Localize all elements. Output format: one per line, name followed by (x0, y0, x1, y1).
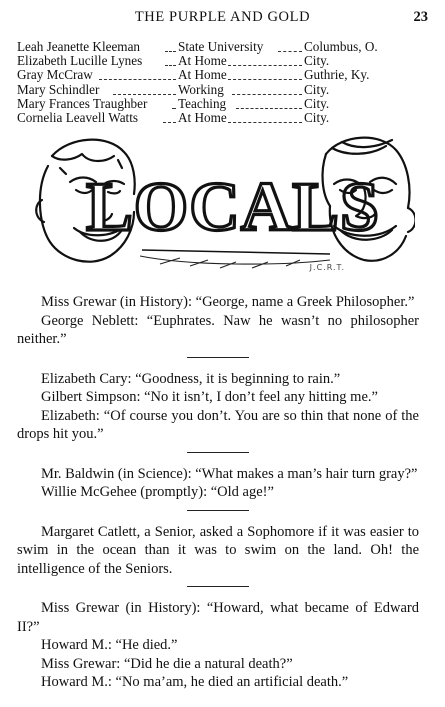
roster-row (17, 111, 427, 125)
joke-block (17, 370, 419, 444)
roster-row (17, 40, 427, 54)
alumni-roster (17, 40, 427, 125)
roster-activity: Teaching (178, 95, 227, 111)
leader-dashes (165, 65, 176, 66)
leader-dashes (113, 94, 176, 95)
joke-paragraph: Margaret Catlett, a Senior, asked a Sophomore if it was easier to swim in the ocean than it was to swim on the land. Oh! the intelligence of the Seniors. (17, 523, 419, 577)
roster-name: Mary Frances Traughber (17, 95, 148, 111)
joke-paragraph: Howard M.: “He died.” (41, 637, 178, 653)
section-divider (187, 586, 249, 587)
joke-paragraph: Gilbert Simpson: “No it isn’t, I don’t feel any hitting me.” (41, 389, 378, 405)
joke-paragraph: Willie McGehee (promptly): “Old age!” (41, 484, 274, 500)
leader-dashes (99, 79, 176, 80)
roster-activity: At Home (178, 67, 227, 83)
joke-paragraph: Elizabeth Cary: “Goodness, it is beginning to rain.” (41, 370, 341, 387)
joke-paragraph: Miss Grewar (in History): “George, name a Greek Philosopher.” (41, 294, 415, 310)
roster-activity: At Home (178, 109, 227, 125)
leader-dashes (228, 79, 302, 80)
leader-dashes (278, 51, 302, 52)
roster-place: City. (304, 95, 330, 111)
joke-paragraph: Miss Grewar (in History): “Howard, what became of Edward II?” (17, 600, 419, 635)
roster-name: Cornelia Leavell Watts (17, 109, 139, 125)
roster-name: Mary Schindler (17, 81, 100, 97)
joke-paragraph: Howard M.: “No ma’am, he died an artificial death.” (41, 674, 349, 690)
roster-activity: At Home (178, 53, 227, 69)
leader-dashes (163, 122, 176, 123)
locals-heading: LOCALS (86, 169, 380, 246)
section-divider (187, 357, 249, 358)
roster-row (17, 83, 427, 97)
roster-place: City. (304, 109, 330, 125)
leader-dashes (172, 108, 176, 109)
roster-row (17, 68, 427, 82)
roster-place: City. (304, 53, 330, 69)
section-divider (187, 510, 249, 511)
leader-dashes (236, 108, 302, 109)
joke-block (17, 293, 419, 349)
roster-row (17, 97, 427, 111)
roster-place: City. (304, 81, 330, 97)
joke-paragraph: Elizabeth: “Of course you don’t. You are so thin that none of the drops hit you.” (17, 407, 419, 442)
roster-row (17, 54, 427, 68)
roster-name: Leah Jeanette Kleeman (17, 39, 141, 54)
section-divider (187, 452, 249, 453)
leader-dashes (165, 51, 176, 52)
running-title: THE PURPLE AND GOLD (134, 9, 311, 25)
joke-paragraph: Mr. Baldwin (in Science): “What makes a man’s hair turn gray?” (41, 465, 418, 482)
page-number: 23 (413, 9, 428, 25)
roster-activity: State University (178, 39, 264, 54)
page-header (0, 9, 445, 29)
leader-dashes (232, 94, 302, 95)
leader-dashes (228, 122, 302, 123)
leader-dashes (228, 65, 302, 66)
joke-paragraph: George Neblett: “Euphrates. Naw he wasn’t no philosopher neither.” (17, 312, 419, 347)
joke-block (17, 599, 419, 692)
artist-signature: J.C.R.T. (309, 263, 345, 272)
roster-name: Gray McCraw (17, 67, 93, 83)
joke-block (17, 523, 419, 579)
locals-banner (30, 128, 415, 286)
artist-credit-wrap (30, 128, 415, 286)
roster-place: Columbus, O. (304, 39, 378, 54)
roster-name: Elizabeth Lucille Lynes (17, 53, 143, 69)
joke-block (17, 465, 419, 502)
roster-activity: Working (178, 81, 224, 97)
joke-paragraph: Miss Grewar: “Did he die a natural death?” (41, 655, 293, 672)
locals-column (17, 293, 419, 692)
roster-place: Guthrie, Ky. (304, 67, 370, 83)
